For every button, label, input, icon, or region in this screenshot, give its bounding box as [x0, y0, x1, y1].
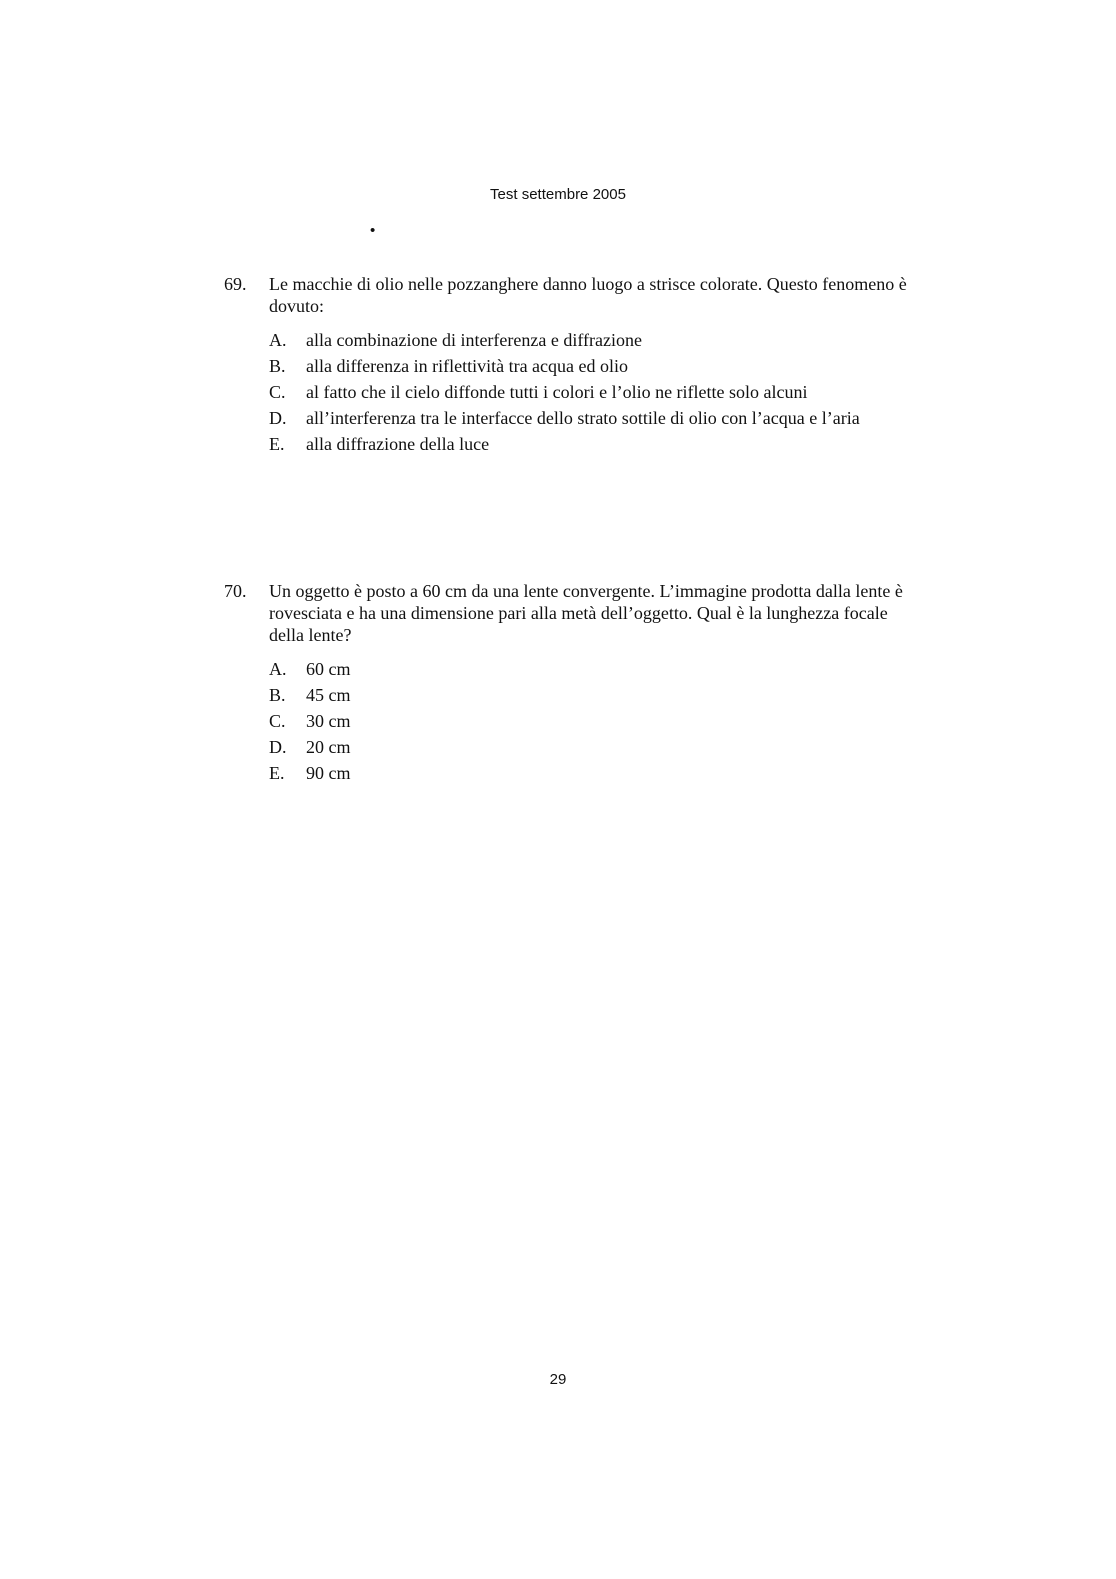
question-text: Un oggetto è posto a 60 cm da una lente convergente. L’immagine prodotta dalla lente è rovesciata e ha una dimensione pari alla metà dell’oggetto. Qual è la lunghezza focale della lente?: [269, 581, 903, 645]
option-letter: A.: [269, 330, 287, 350]
question-stem: [224, 580, 924, 646]
answer-option-e: [269, 431, 924, 457]
answer-option-a: [269, 656, 924, 682]
option-letter: B.: [269, 685, 286, 705]
bullet-mark: •: [370, 222, 376, 239]
answer-option-e: [269, 760, 924, 786]
option-letter: B.: [269, 356, 286, 376]
option-text: 30 cm: [306, 711, 351, 731]
question-70: [224, 580, 924, 786]
option-text: alla diffrazione della luce: [306, 434, 490, 454]
answer-options: [269, 327, 924, 457]
option-text: al fatto che il cielo diffonde tutti i colori e l’olio ne riflette solo alcuni: [306, 382, 808, 402]
option-letter: D.: [269, 737, 287, 757]
running-header: Test settembre 2005: [490, 186, 626, 203]
option-text: 90 cm: [306, 763, 351, 783]
option-text: 45 cm: [306, 685, 351, 705]
answer-option-a: [269, 327, 924, 353]
option-text: alla differenza in riflettività tra acqua ed olio: [306, 356, 629, 376]
option-letter: C.: [269, 711, 286, 731]
answer-option-c: [269, 379, 924, 405]
option-text: all’interferenza tra le interfacce dello strato sottile di olio con l’acqua e l’aria: [306, 408, 860, 428]
answer-option-b: [269, 682, 924, 708]
option-letter: A.: [269, 659, 287, 679]
option-text: 60 cm: [306, 659, 351, 679]
answer-options: [269, 656, 924, 786]
option-text: alla combinazione di interferenza e diffrazione: [306, 330, 642, 350]
page-number: 29: [549, 1371, 567, 1388]
answer-option-d: [269, 405, 924, 431]
answer-option-c: [269, 708, 924, 734]
question-number: 69.: [224, 274, 247, 294]
question-number: 70.: [224, 581, 247, 601]
answer-option-b: [269, 353, 924, 379]
question-text: Le macchie di olio nelle pozzanghere danno luogo a strisce colorate. Questo fenomeno è dovuto:: [269, 274, 907, 316]
option-letter: C.: [269, 382, 286, 402]
option-letter: E.: [269, 434, 285, 454]
option-text: 20 cm: [306, 737, 351, 757]
question-stem: [224, 273, 924, 317]
option-letter: E.: [269, 763, 285, 783]
question-69: [224, 273, 924, 457]
option-letter: D.: [269, 408, 287, 428]
answer-option-d: [269, 734, 924, 760]
